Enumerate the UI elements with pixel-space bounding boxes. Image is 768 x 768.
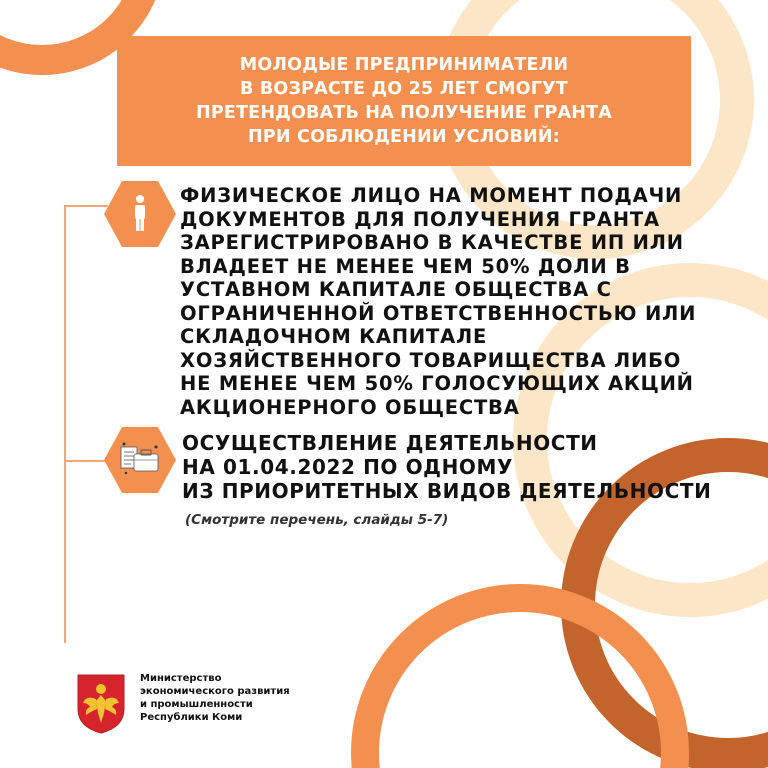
condition-line: АКЦИОНЕРНОГО ОБЩЕСТВА: [180, 395, 520, 419]
title-line: МОЛОДЫЕ ПРЕДПРИНИМАТЕЛИ: [239, 55, 569, 75]
title-line: ПРИ СОБЛЮДЕНИИ УСЛОВИЙ:: [248, 127, 560, 147]
condition-line: ИЗ ПРИОРИТЕТНЫХ ВИДОВ ДЕЯТЕЛЬНОСТИ: [182, 479, 712, 503]
title-line: В ВОЗРАСТЕ ДО 25 ЛЕТ СМОГУТ: [240, 79, 568, 99]
ministry-line: экономического развития: [140, 686, 290, 697]
condition-1: [180, 184, 740, 419]
connector-branch: [64, 460, 108, 462]
ministry-line: и промышленности: [140, 699, 253, 710]
condition-line: ЗАРЕГИСТРИРОВАНО В КАЧЕСТВЕ ИП ИЛИ: [180, 231, 684, 254]
condition-line: ФИЗИЧЕСКОЕ ЛИЦО НА МОМЕНТ ПОДАЧИ: [180, 184, 683, 207]
person-icon: [104, 181, 176, 247]
condition-line: СКЛАДОЧНОМ КАПИТАЛЕ: [180, 325, 488, 348]
connector-branch: [64, 205, 108, 207]
note-text: (Смотрите перечень, слайды 5-7): [185, 512, 449, 528]
condition-line: ДОКУМЕНТОВ ДЛЯ ПОЛУЧЕНИЯ ГРАНТА: [180, 207, 660, 231]
title-line: ПРЕТЕНДОВАТЬ НА ПОЛУЧЕНИЕ ГРАНТА: [196, 103, 612, 123]
condition-line: НЕ МЕНЕЕ ЧЕМ 50% ГОЛОСУЮЩИХ АКЦИЙ: [180, 372, 694, 395]
condition-line: ВЛАДЕЕТ НЕ МЕНЕЕ ЧЕМ 50% ДОЛИ В: [180, 254, 631, 278]
condition-2: [182, 431, 742, 503]
ministry-line: Министерство: [140, 673, 222, 684]
condition-line: НА 01.04.2022 ПО ОДНОМУ: [182, 455, 514, 479]
komi-coat-of-arms: [76, 673, 126, 735]
condition-line: ХОЗЯЙСТВЕННОГО ТОВАРИЩЕСТВА ЛИБО: [180, 348, 682, 372]
condition-line: ОСУЩЕСТВЛЕНИЕ ДЕЯТЕЛЬНОСТИ: [182, 431, 598, 455]
ministry-line: Республики Коми: [140, 712, 243, 723]
title-banner: [117, 36, 691, 166]
ministry-name: [140, 672, 290, 724]
briefcase-document-icon: [104, 427, 176, 493]
connector-line: [64, 205, 66, 643]
condition-line: ОГРАНИЧЕННОЙ ОТВЕТСТВЕННОСТЬЮ ИЛИ: [180, 301, 697, 325]
condition-line: УСТАВНОМ КАПИТАЛЕ ОБЩЕСТВА С: [180, 278, 612, 301]
